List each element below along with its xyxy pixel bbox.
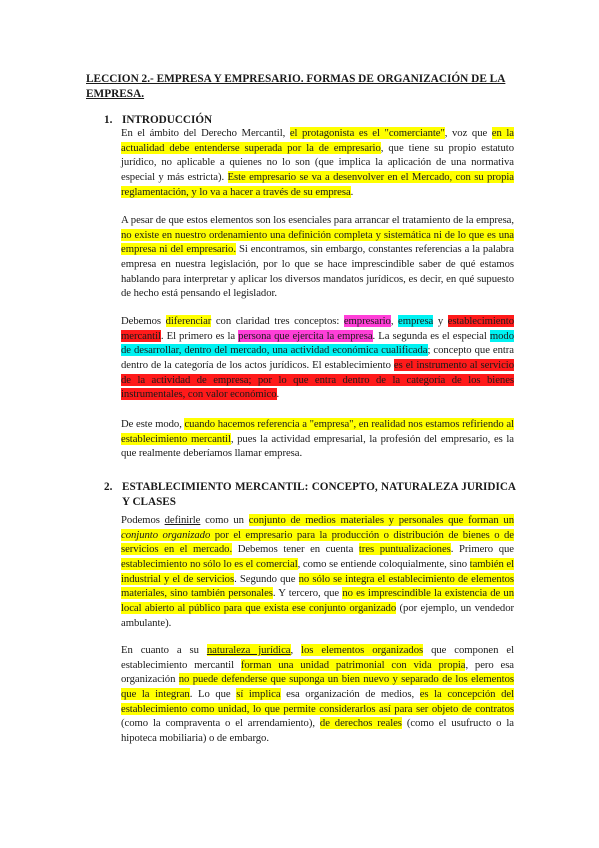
text-run: . La segunda es el especial — [372, 329, 490, 342]
text-run: . Primero que — [450, 543, 514, 556]
text-run: A pesar de que estos elementos son los esenciales para arrancar el tratamiento de la empresa, — [121, 214, 514, 226]
text-run: (como el usufructo o la hipoteca mobiliaria) o de embargo. — [121, 717, 514, 744]
text-run: En cuanto a su — [121, 644, 207, 656]
highlighted-text: no existe en nuestro ordenamiento una definición completa y sistemática ni de lo que es una empresa ni del empresario. — [121, 228, 514, 256]
text-run: con claridad tres conceptos: — [211, 315, 344, 327]
text-run: (por ejemplo, un vendedor ambulante). — [121, 601, 514, 629]
highlighted-text: empresario — [343, 315, 391, 327]
text-run: , que tiene su propio estatuto jurídico, no aplicable a quienes no lo son (que implica la aplicación de una normativa especial y más estricta). — [121, 141, 514, 183]
section-title: INTRODUCCIÓN — [122, 114, 213, 126]
underlined-text: definirle — [164, 514, 201, 526]
text-run: . — [350, 185, 354, 198]
highlighted-text: no sólo se integra el establecimiento de elementos materiales, sino también personales — [121, 572, 515, 600]
highlighted-text: no puede defenderse que suponga un bien nuevo y separado de los elementos que la integran — [121, 673, 514, 700]
text-run: y — [433, 315, 448, 327]
highlighted-text: es el instrumento al servicio de la actividad de empresa; por lo que entra dentro de la categoría de los bienes instrumentales, con valor económico — [121, 358, 514, 401]
section-number: 1. — [104, 114, 113, 126]
highlighted-text: de derechos reales — [319, 717, 402, 730]
highlighted-text: en la actualidad debe entenderse superada por la de empresario — [121, 127, 514, 154]
highlighted-text: establecimiento no sólo lo es el comercial — [121, 557, 298, 570]
text-run: Podemos — [121, 514, 165, 526]
paragraph-establecimiento-2 — [121, 643, 514, 746]
text-run: . Segundo que — [234, 572, 299, 585]
highlighted-text: los elementos organizados — [301, 644, 424, 656]
text-run: (como la compraventa o el arrendamiento), — [121, 717, 320, 730]
highlighted-text: diferenciar — [165, 315, 212, 327]
highlighted-italic-text: conjunto organizado — [121, 528, 211, 541]
highlighted-text: tres puntualizaciones — [358, 543, 451, 556]
text-run: . Lo que — [189, 687, 237, 700]
text-run: . Y tercero, que — [272, 587, 343, 600]
text-run: Debemos tener en cuenta — [232, 543, 359, 556]
highlighted-text: persona que ejercita la empresa — [238, 329, 373, 342]
text-run: Si encontramos, sin embargo, constantes referencias a la palabra empresa en nuestra legislación, por lo que se hace imprescindible saber de qué estamos hablando para interpretar y aplicar los diversos mandatos jurídicos, es decir, en qué supuesto de hecho está pensando el legislador. — [121, 243, 515, 300]
highlighted-text: modo de desarrollar, dentro del mercado, una actividad económica cualificada — [121, 329, 514, 357]
highlighted-text: empresa — [398, 315, 434, 327]
highlighted-text: el protagonista es el "comerciante" — [289, 127, 445, 139]
highlighted-text: por el empresario para la producción o distribución de bienes o de servicios en el mercado. — [121, 528, 515, 556]
text-run: De este modo, — [121, 418, 185, 430]
section-title: ESTABLECIMIENTO MERCANTIL: CONCEPTO, NATURALEZA JURIDICA Y CLASES — [122, 481, 516, 508]
paragraph-intro-4 — [121, 417, 514, 461]
text-run: , pues la actividad empresarial, la profesión del empresario, es la que realmente deberíamos llamar empresa. — [121, 432, 514, 460]
section-2-heading — [104, 480, 516, 509]
text-run: como un — [200, 514, 249, 526]
text-run: , — [290, 644, 302, 656]
text-run: . El primero es la — [160, 329, 239, 342]
paragraph-establecimiento-1 — [121, 513, 514, 630]
text-run: que componen el establecimiento mercantil — [121, 644, 514, 671]
highlighted-text: Este empresario se va a desenvolver en el Mercado, con su propia reglamentación, y lo va a hacer a través de su empresa — [121, 170, 514, 198]
text-run: , pero esa organización — [121, 658, 514, 686]
text-run: En el ámbito del Derecho Mercantil, — [121, 127, 290, 139]
highlighted-text: también el industrial y el de servicios — [121, 557, 514, 585]
text-run: ; concepto que entra dentro de la categoría de los actos jurídicos. El establecimiento — [121, 344, 514, 371]
text-run: , como se entiende coloquialmente, sino — [297, 557, 470, 570]
text-run: esa organización de medios, — [280, 687, 420, 700]
highlighted-text: no es imprescindible la existencia de un local abierto al público para que exista ese conjunto organizado — [121, 587, 515, 614]
section-number: 2. — [104, 481, 113, 493]
highlighted-text: conjunto de medios materiales y personales que forman un — [248, 514, 514, 526]
text-run: . — [276, 388, 280, 401]
text-run: Debemos — [121, 315, 166, 327]
text-run: , — [390, 315, 398, 327]
highlighted-text: es la concepción del establecimiento como unidad, lo que permite considerarlos así para ser objeto de contratos — [121, 687, 514, 715]
paragraph-intro-3 — [121, 314, 514, 402]
highlighted-underlined-text: naturaleza jurídica — [206, 644, 291, 656]
highlighted-text: cuando hacemos referencia a "empresa", en realidad nos estamos refiriendo al establecimiento mercantil — [121, 418, 514, 445]
paragraph-intro-2 — [121, 213, 514, 301]
highlighted-text: establecimiento mercantil — [121, 315, 514, 342]
text-run: , voz que — [444, 127, 492, 139]
document-title: LECCION 2.- EMPRESA Y EMPRESARIO. FORMAS DE ORGANIZACIÓN DE LA EMPRESA. — [86, 73, 506, 100]
paragraph-intro-1 — [121, 126, 514, 199]
highlighted-text: sí implica — [236, 687, 281, 700]
highlighted-text: forman una unidad patrimonial con vida propia — [240, 658, 466, 671]
